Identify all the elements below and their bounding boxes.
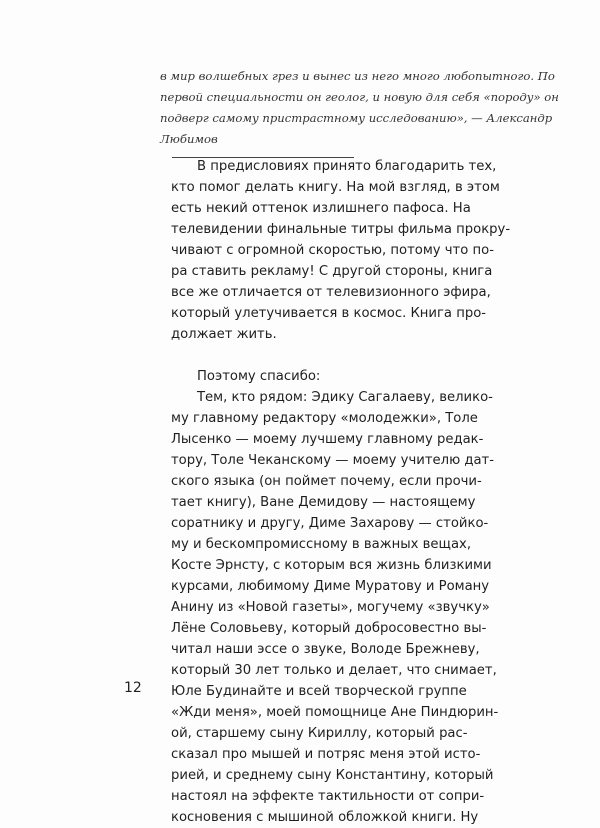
text-line: Косте Эрнсту, с которым вся жизнь близкими xyxy=(171,558,492,573)
text-line: есть некий оттенок излишнего пафоса. На xyxy=(171,201,471,216)
text-line: тает книгу), Ване Демидову — настоящему xyxy=(171,495,476,510)
text-line: ра ставить рекламу! С другой стороны, книга xyxy=(171,264,493,279)
text-line: сказал про мышей и потряс меня этой исто- xyxy=(171,747,481,762)
text-line: кто помог делать книгу. На мой взгляд, в этом xyxy=(171,180,500,195)
body-text xyxy=(171,156,511,828)
text-line: му и бескомпромиссному в важных вещах, xyxy=(171,537,472,552)
text-line: тору, Толе Чеканскому — моему учителю дат- xyxy=(171,453,494,468)
text-line: телевидении финальные титры фильма прокру- xyxy=(171,222,511,237)
text-line: ой, старшему сыну Кириллу, который рас- xyxy=(171,726,468,741)
quote-line: подверг самому пристрастному исследованию», — Александр xyxy=(160,111,553,125)
text-line: соратнику и другу, Диме Захарову — стойко- xyxy=(171,516,489,531)
paragraph-gap xyxy=(171,345,459,366)
text-line: В предисловиях принято благодарить тех, xyxy=(197,159,497,174)
text-line: чивают с огромной скоростью, потому что по- xyxy=(171,243,494,258)
text-line: Лысенко — моему лучшему главному редак- xyxy=(171,432,484,447)
text-line: читал наши эссе о звуке, Володе Брежневу, xyxy=(171,642,480,657)
text-line: Тем, кто рядом: Эдику Сагалаеву, велико- xyxy=(197,390,493,405)
text-line: Лёне Соловьеву, который добросовестно вы- xyxy=(171,621,487,636)
quote-line: в мир волшебных грез и вынес из него много любопытного. По xyxy=(160,69,555,83)
paragraph-intro xyxy=(171,156,511,345)
epigraph-quote xyxy=(160,68,559,152)
quote-line: Любимов xyxy=(160,132,218,146)
text-line: который улетучивается в космос. Книга про- xyxy=(171,306,487,321)
text-line: косновения с мышиной обложкой книги. Ну xyxy=(171,810,479,825)
text-line: рией, и среднему сыну Константину, который xyxy=(171,768,494,783)
paragraph-thanks xyxy=(171,366,459,387)
text-line: Анину из «Новой газеты», могучему «звучку» xyxy=(171,600,490,615)
text-line: Поэтому спасибо: xyxy=(197,369,321,384)
paragraph-acknowledgements xyxy=(171,387,499,828)
text-line: курсами, любимому Диме Муратову и Роману xyxy=(171,579,490,594)
text-line: который 30 лет только и делает, что снимает, xyxy=(171,663,497,678)
text-line: должает жить. xyxy=(171,327,277,342)
text-line: настоял на эффекте тактильности от сопри- xyxy=(171,789,485,804)
page-number: 12 xyxy=(124,680,142,696)
text-line: «Жди меня», моей помощнице Ане Пиндюрин- xyxy=(171,705,499,720)
quote-line: первой специальности он геолог, и новую для себя «породу» он xyxy=(160,90,559,104)
text-line: му главному редактору «молодежки», Толе xyxy=(171,411,478,426)
text-line: ского языка (он поймет почему, если прочи- xyxy=(171,474,482,489)
text-line: Юле Будинайте и всей творческой группе xyxy=(171,684,467,699)
text-line: все же отличается от телевизионного эфира, xyxy=(171,285,491,300)
